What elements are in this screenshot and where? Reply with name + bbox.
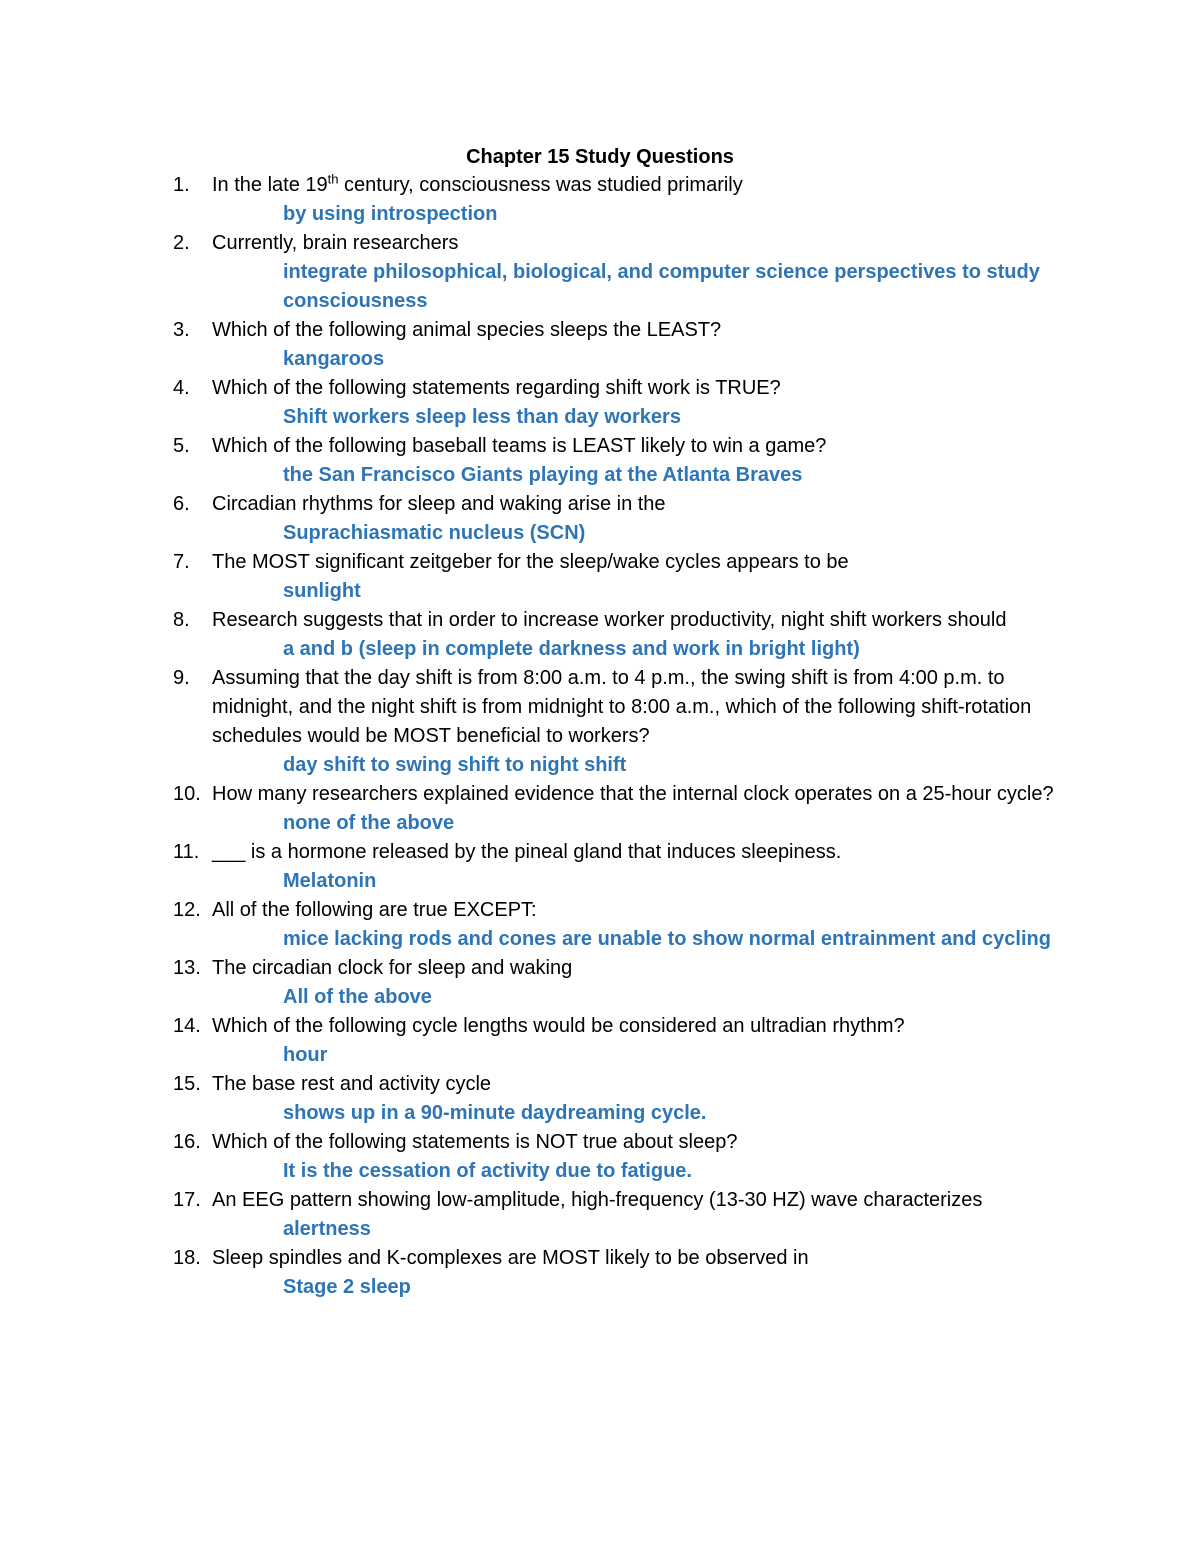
answer-text: Stage 2 sleep bbox=[283, 1276, 411, 1298]
answer-text: alertness bbox=[283, 1218, 371, 1240]
question-text: Which of the following statements regarding shift work is TRUE? bbox=[212, 377, 781, 399]
question-row bbox=[173, 432, 1063, 461]
question-number: 6. bbox=[173, 493, 190, 515]
answer-text: Melatonin bbox=[283, 870, 377, 892]
question-row bbox=[173, 1012, 1063, 1041]
question-row bbox=[173, 1244, 1063, 1273]
question-superscript: th bbox=[327, 171, 339, 187]
question-number: 5. bbox=[173, 435, 190, 457]
question-number: 14. bbox=[173, 1015, 201, 1037]
question-text: Sleep spindles and K-complexes are MOST likely to be observed in bbox=[212, 1247, 809, 1269]
question-text: Research suggests that in order to increase worker productivity, night shift workers should bbox=[212, 609, 1007, 631]
answer-text: a and b (sleep in complete darkness and work in bright light) bbox=[283, 638, 860, 660]
question-item bbox=[173, 1070, 1073, 1128]
question-item bbox=[173, 1186, 1073, 1244]
question-text: Which of the following statements is NOT true about sleep? bbox=[212, 1131, 738, 1153]
question-number: 8. bbox=[173, 609, 190, 631]
question-list bbox=[173, 171, 1073, 1302]
question-item bbox=[173, 374, 1073, 432]
question-item bbox=[173, 664, 1073, 780]
question-row bbox=[173, 664, 1063, 751]
question-text bbox=[212, 171, 743, 196]
question-text: An EEG pattern showing low-amplitude, high-frequency (13-30 HZ) wave characterizes bbox=[212, 1189, 983, 1211]
question-row bbox=[173, 171, 1063, 200]
question-row bbox=[173, 316, 1063, 345]
answer-text: by using introspection bbox=[283, 203, 498, 225]
answer-text: Suprachiasmatic nucleus (SCN) bbox=[283, 522, 586, 544]
answer-text: day shift to swing shift to night shift bbox=[283, 754, 627, 776]
answer-text: shows up in a 90-minute daydreaming cycle. bbox=[283, 1102, 707, 1124]
question-text: The base rest and activity cycle bbox=[212, 1073, 492, 1095]
question-number: 1. bbox=[173, 174, 190, 196]
question-number: 3. bbox=[173, 319, 190, 341]
question-number: 2. bbox=[173, 232, 190, 254]
question-number: 17. bbox=[173, 1189, 201, 1211]
question-number: 12. bbox=[173, 899, 201, 921]
answer-text: hour bbox=[283, 1044, 328, 1066]
question-row bbox=[173, 954, 1063, 983]
question-number: 7. bbox=[173, 551, 190, 573]
question-row bbox=[173, 1070, 1063, 1099]
answer-text: the San Francisco Giants playing at the Atlanta Braves bbox=[283, 464, 803, 486]
question-row bbox=[173, 1186, 1063, 1215]
question-row bbox=[173, 374, 1063, 403]
question-item bbox=[173, 838, 1073, 896]
question-text-part: century, consciousness was studied primarily bbox=[338, 174, 743, 196]
question-text: Currently, brain researchers bbox=[212, 232, 459, 254]
answer-text: none of the above bbox=[283, 812, 455, 834]
answer-text: All of the above bbox=[283, 986, 432, 1008]
question-number: 18. bbox=[173, 1247, 201, 1269]
question-item bbox=[173, 432, 1073, 490]
question-text: The MOST significant zeitgeber for the sleep/wake cycles appears to be bbox=[212, 551, 849, 573]
question-item bbox=[173, 490, 1073, 548]
question-number: 10. bbox=[173, 783, 201, 805]
question-item bbox=[173, 1012, 1073, 1070]
question-row bbox=[173, 606, 1063, 635]
answer-text: It is the cessation of activity due to fatigue. bbox=[283, 1160, 692, 1182]
question-item bbox=[173, 780, 1073, 838]
question-row bbox=[173, 896, 1063, 925]
question-text: Which of the following animal species sleeps the LEAST? bbox=[212, 319, 722, 341]
question-number: 4. bbox=[173, 377, 190, 399]
answer-text: Shift workers sleep less than day workers bbox=[283, 406, 681, 428]
question-number: 16. bbox=[173, 1131, 201, 1153]
question-row bbox=[173, 229, 1063, 258]
question-text-part: In the late 19 bbox=[212, 174, 328, 196]
question-text: ___ is a hormone released by the pineal gland that induces sleepiness. bbox=[212, 841, 842, 863]
answer-text: mice lacking rods and cones are unable to show normal entrainment and cycling bbox=[283, 928, 1051, 950]
question-row bbox=[173, 1128, 1063, 1157]
question-row bbox=[173, 838, 1063, 867]
question-number: 9. bbox=[173, 667, 190, 689]
question-item bbox=[173, 229, 1073, 316]
question-text: Circadian rhythms for sleep and waking arise in the bbox=[212, 493, 666, 515]
question-row bbox=[173, 780, 1063, 809]
question-row bbox=[173, 490, 1063, 519]
question-text: Which of the following baseball teams is LEAST likely to win a game? bbox=[212, 435, 827, 457]
question-item bbox=[173, 171, 1073, 229]
question-text: Which of the following cycle lengths would be considered an ultradian rhythm? bbox=[212, 1015, 905, 1037]
question-number: 15. bbox=[173, 1073, 201, 1095]
question-number: 11. bbox=[173, 841, 200, 863]
document-title: Chapter 15 Study Questions bbox=[466, 146, 734, 168]
question-text: How many researchers explained evidence that the internal clock operates on a 25-hour cycle? bbox=[212, 783, 1054, 805]
question-item bbox=[173, 954, 1073, 1012]
question-item bbox=[173, 896, 1073, 954]
question-item bbox=[173, 1244, 1073, 1302]
question-text: All of the following are true EXCEPT: bbox=[212, 899, 537, 921]
question-item bbox=[173, 606, 1073, 664]
question-number: 13. bbox=[173, 957, 201, 979]
question-item bbox=[173, 1128, 1073, 1186]
answer-text: kangaroos bbox=[283, 348, 385, 370]
question-text: Assuming that the day shift is from 8:00 a.m. to 4 p.m., the swing shift is from 4:00 p.m. to midnight, and the night shift is from midnight to 8:00 a.m., which of the following shift-rotation schedules would be MOST beneficial to workers? bbox=[212, 667, 1032, 747]
question-item bbox=[173, 548, 1073, 606]
answer-text: sunlight bbox=[283, 580, 361, 602]
question-text: The circadian clock for sleep and waking bbox=[212, 957, 573, 979]
question-item bbox=[173, 316, 1073, 374]
question-row bbox=[173, 548, 1063, 577]
answer-text: integrate philosophical, biological, and computer science perspectives to study consciousness bbox=[283, 261, 1040, 312]
